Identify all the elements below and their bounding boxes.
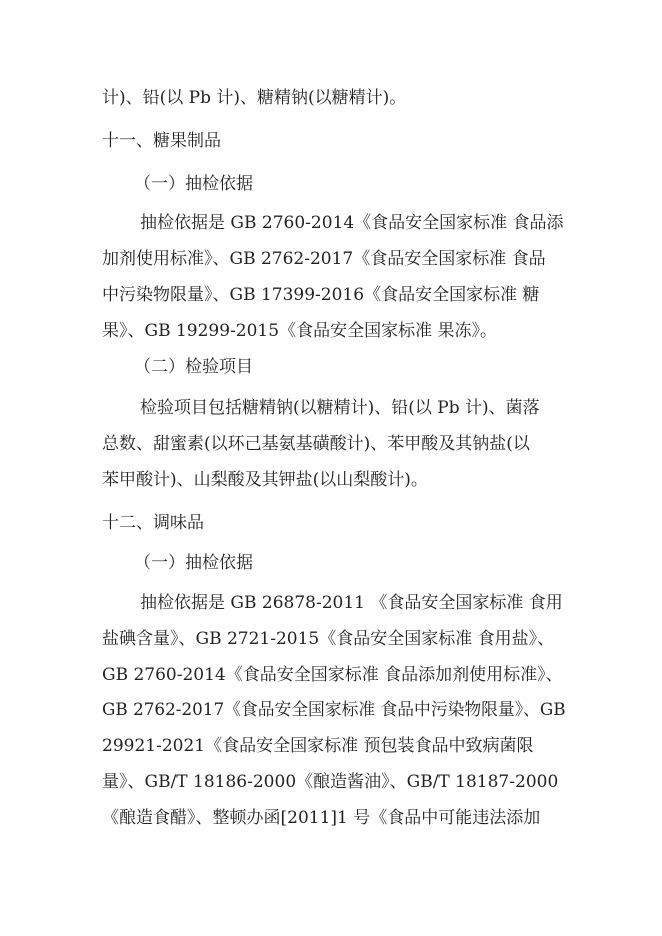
- text-line: 量》、GB/T 18186-2000《酿造酱油》、GB/T 18187-2000: [102, 772, 559, 792]
- text-line: 总数、甜蜜素(以环己基氨基磺酸计)、苯甲酸及其钠盐(以: [102, 434, 530, 454]
- text-line: 抽检依据是 GB 2760-2014《食品安全国家标准 食品添: [140, 213, 564, 233]
- text-line: 果》、GB 19299-2015《食品安全国家标准 果冻》。: [102, 321, 497, 341]
- text-line: 中污染物限量》、GB 17399-2016《食品安全国家标准 糖: [102, 285, 540, 305]
- section-heading: 十二、调味品: [102, 513, 204, 533]
- text-line: 盐碘含量》、GB 2721-2015《食品安全国家标准 食用盐》、: [102, 629, 555, 649]
- text-line: 苯甲酸计)、山梨酸及其钾盐(以山梨酸计)。: [102, 470, 428, 490]
- text-line: GB 2762-2017《食品安全国家标准 食品中污染物限量》、GB: [102, 700, 566, 720]
- text-line: 加剂使用标准》、GB 2762-2017《食品安全国家标准 食品: [102, 249, 546, 269]
- section-heading: 十一、糖果制品: [102, 131, 221, 151]
- text-line: 检验项目包括糖精钠(以糖精计)、铅(以 Pb 计)、菌落: [140, 398, 540, 418]
- text-line: 29921-2021《食品安全国家标准 预包装食品中致病菌限: [102, 736, 534, 756]
- subsection-heading: （二）检验项目: [134, 357, 253, 377]
- text-line: 抽检依据是 GB 26878-2011 《食品安全国家标准 食用: [140, 593, 563, 613]
- subsection-heading: （一）抽检依据: [134, 174, 253, 194]
- text-line: 《酿造食醋》、整顿办函[2011]1 号《食品中可能违法添加: [102, 808, 541, 828]
- subsection-heading: （一）抽检依据: [134, 553, 253, 573]
- text-line: 计)、铅(以 Pb 计)、糖精钠(以糖精计)。: [102, 88, 407, 108]
- text-line: GB 2760-2014《食品安全国家标准 食品添加剂使用标准》、: [102, 665, 563, 685]
